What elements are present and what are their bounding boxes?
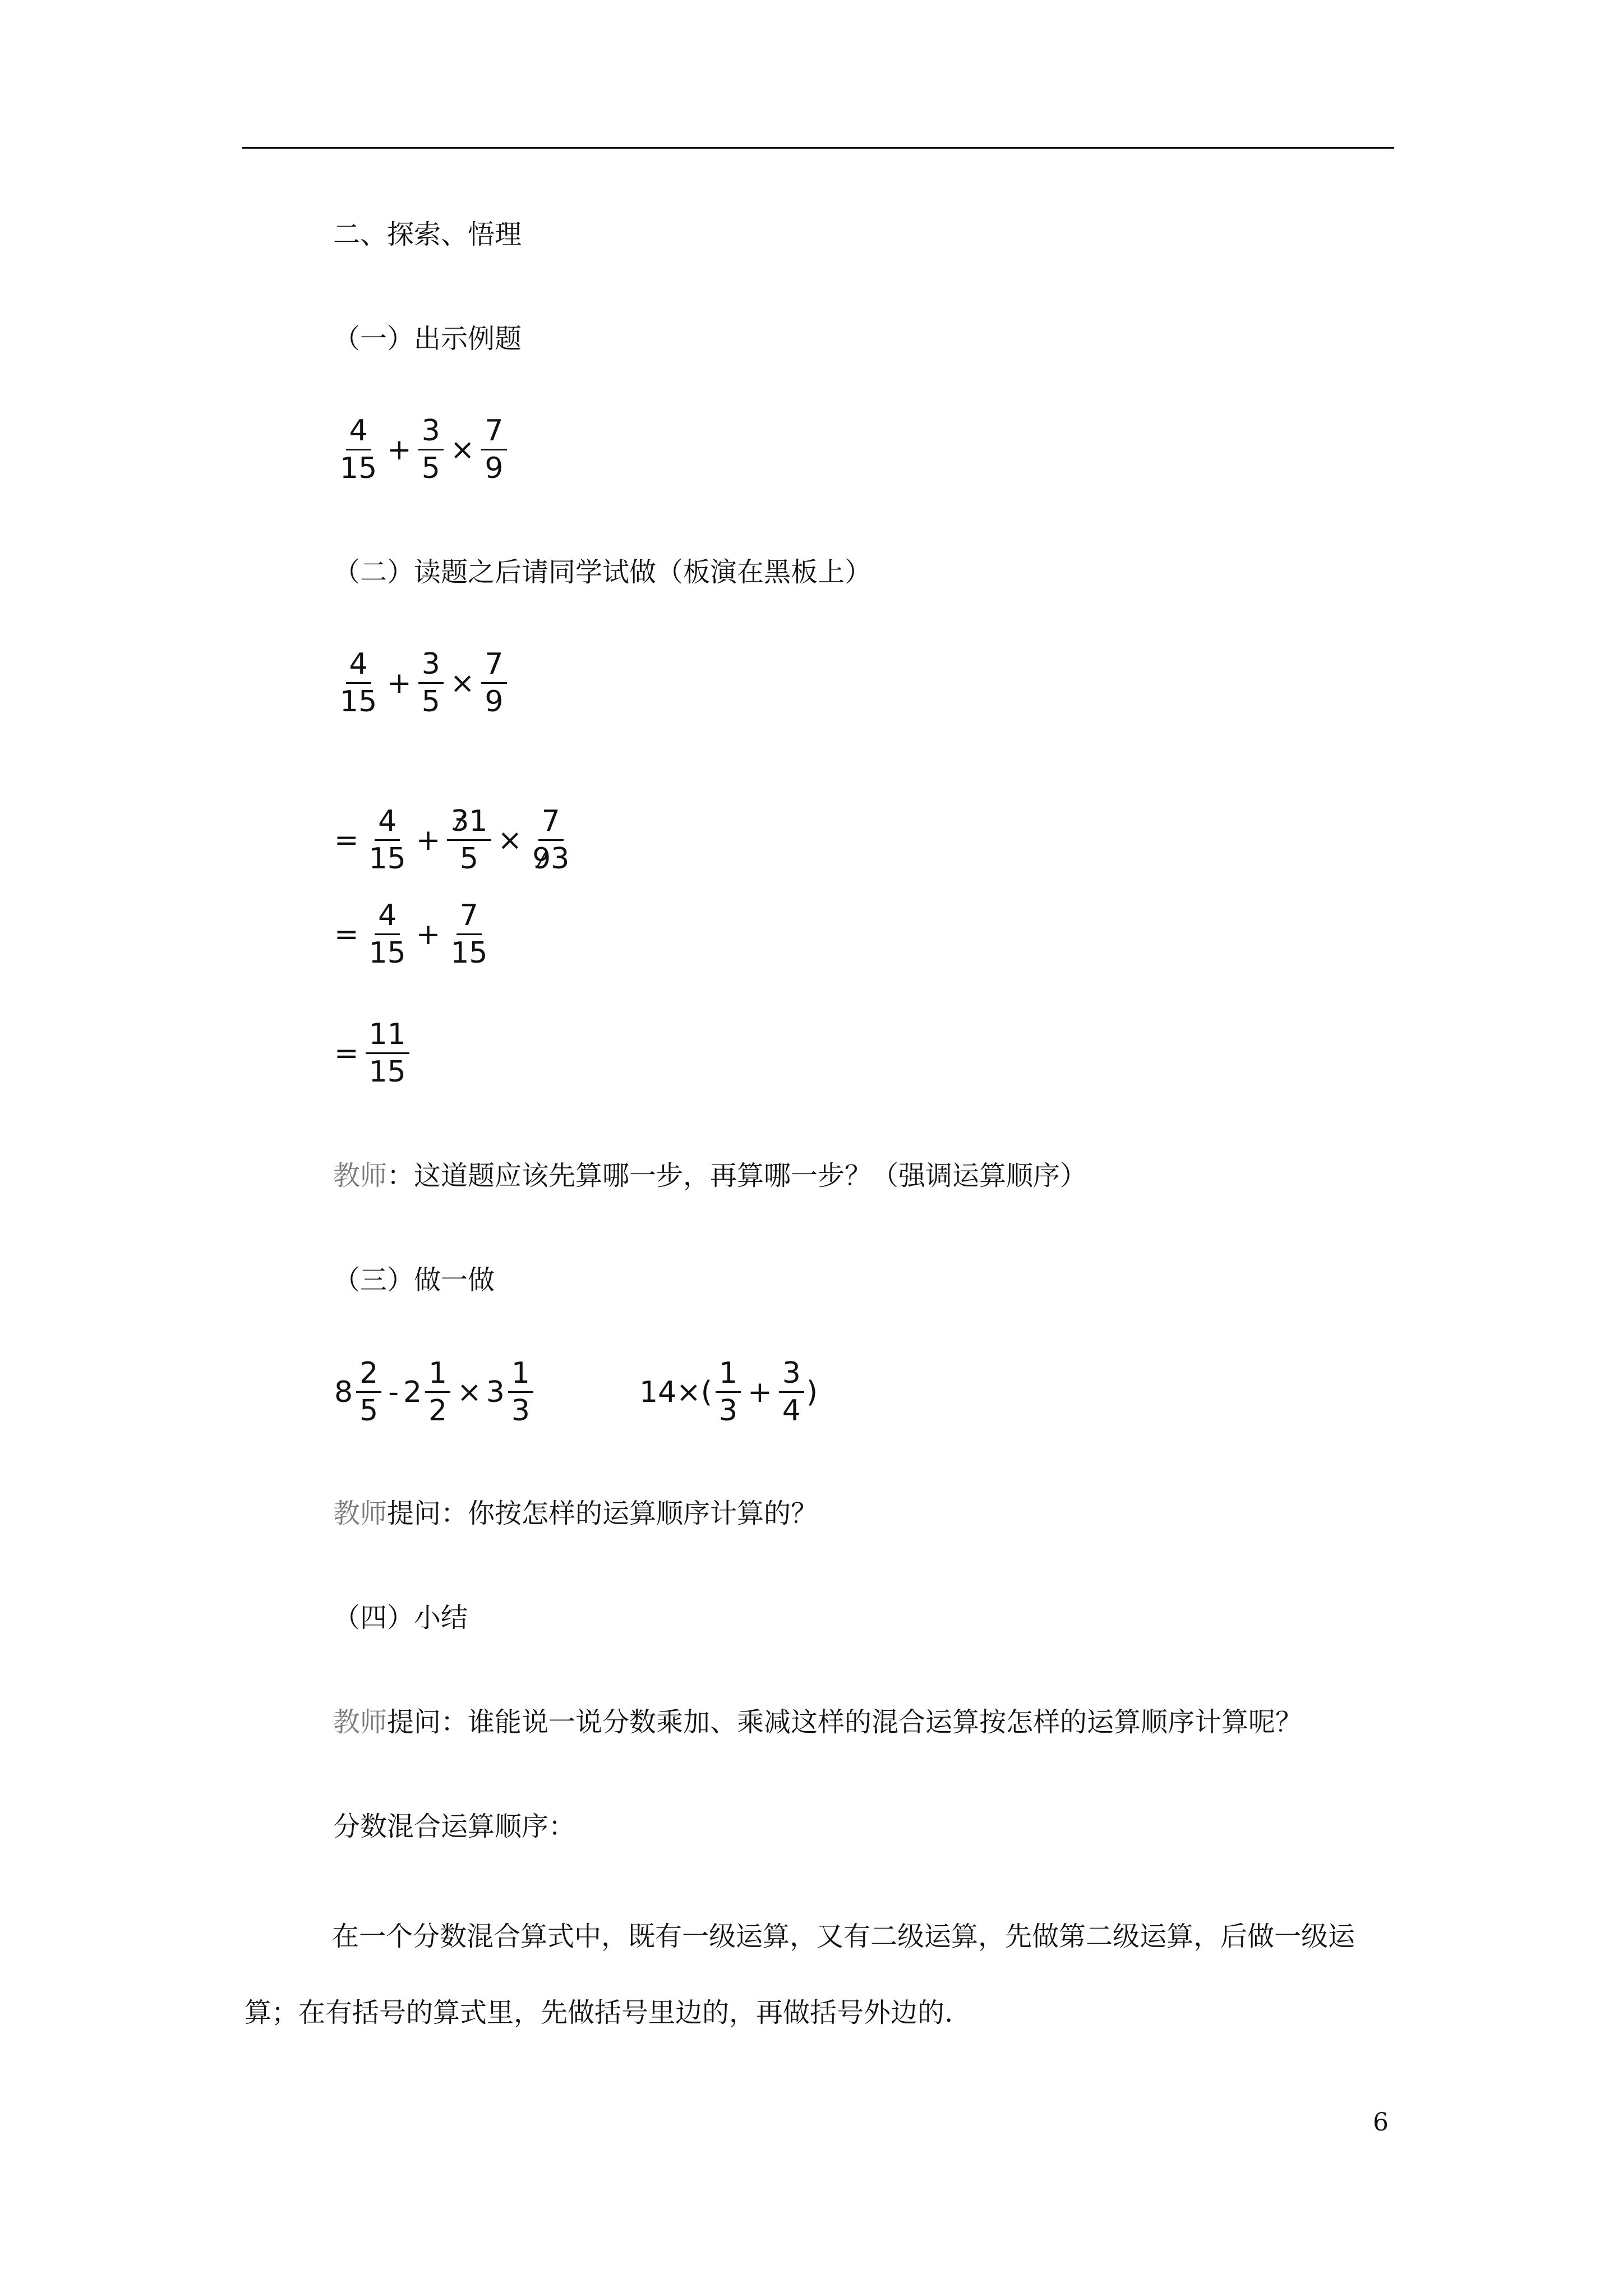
fraction-cancelled: $\frac{31}{5}$ bbox=[447, 803, 491, 877]
fraction: $\frac{3}{5}$ bbox=[418, 646, 444, 720]
fraction: $\frac{4}{15}$ bbox=[340, 414, 377, 485]
plus-sign: + bbox=[387, 666, 412, 700]
new-numerator: 1 bbox=[469, 804, 488, 838]
question-text: 提问：谁能说一说分数乘加、乘减这样的混合运算按怎样的运算顺序计算呢？ bbox=[387, 1706, 1303, 1738]
subheading-practice: （三）做一做 bbox=[333, 1264, 495, 1296]
plus-sign: + bbox=[416, 917, 441, 951]
fraction: $\frac{4}{15}$ bbox=[368, 899, 406, 970]
fraction: $\frac{11}{15}$ bbox=[366, 1016, 409, 1090]
solution-step-3 bbox=[334, 1016, 412, 1090]
times-sign: × bbox=[450, 432, 475, 467]
fraction: $\frac{4}{15}$ bbox=[340, 647, 377, 719]
whole-number: 2 bbox=[403, 1375, 422, 1409]
speaker-label: 教师 bbox=[333, 1706, 388, 1738]
fraction: $\frac{1}{2}$ bbox=[425, 1355, 450, 1429]
fraction: $\frac{7}{15}$ bbox=[450, 899, 488, 970]
plus-sign: + bbox=[416, 823, 441, 857]
page-number: 6 bbox=[1373, 2108, 1389, 2137]
teacher-question-1 bbox=[333, 1158, 1087, 1194]
practice-problem-1 bbox=[334, 1355, 536, 1429]
practice-problem-2 bbox=[639, 1355, 819, 1429]
close-paren: ) bbox=[806, 1375, 818, 1409]
times-sign: × bbox=[450, 666, 475, 700]
header-rule bbox=[242, 147, 1394, 149]
equals-sign: = bbox=[334, 1036, 359, 1070]
question-text: ：这道题应该先算哪一步，再算哪一步？（强调运算顺序） bbox=[387, 1160, 1087, 1191]
whole-number: 3 bbox=[486, 1375, 505, 1409]
solution-step-1 bbox=[334, 803, 575, 877]
fraction: $\frac{7}{9}$ bbox=[481, 646, 506, 720]
teacher-question-3 bbox=[333, 1704, 1302, 1740]
subheading-trial: （二）读题之后请同学试做（板演在黑板上） bbox=[333, 556, 872, 588]
solution-step-2 bbox=[334, 898, 494, 971]
fraction-cancelled: $\frac{7}{93}$ bbox=[532, 804, 570, 876]
section-title: 二、探索、悟理 bbox=[333, 219, 522, 250]
example-expression bbox=[334, 413, 509, 486]
subheading-summary: （四）小结 bbox=[333, 1602, 468, 1634]
fraction: $\frac{1}{3}$ bbox=[508, 1355, 533, 1429]
summary-title: 分数混合运算顺序： bbox=[333, 1811, 576, 1842]
plus-sign: + bbox=[387, 432, 412, 467]
equals-sign: = bbox=[334, 823, 359, 857]
new-denominator: 3 bbox=[551, 842, 570, 876]
subheading-example: （一）出示例题 bbox=[333, 323, 522, 355]
fraction: $\frac{1}{3}$ bbox=[716, 1355, 741, 1429]
teacher-question-2 bbox=[333, 1496, 818, 1531]
fraction: $\frac{3}{5}$ bbox=[418, 413, 444, 486]
fraction: $\frac{4}{15}$ bbox=[368, 804, 406, 876]
cancelled-denominator: 9 bbox=[532, 842, 551, 876]
speaker-label: 教师 bbox=[333, 1498, 388, 1529]
fraction: $\frac{7}{9}$ bbox=[481, 413, 506, 486]
speaker-label: 教师 bbox=[333, 1160, 388, 1191]
cancelled-numerator: 3 bbox=[450, 804, 469, 838]
whole-number: 8 bbox=[334, 1375, 353, 1409]
equals-sign: = bbox=[334, 917, 359, 951]
times-sign: × bbox=[497, 823, 523, 857]
fraction: $\frac{3}{4}$ bbox=[779, 1355, 804, 1429]
question-text: 提问：你按怎样的运算顺序计算的？ bbox=[387, 1498, 818, 1529]
summary-body: 在一个分数混合算式中，既有一级运算，又有二级运算，先做第二级运算，后做一级运算；在有括号的算式里，先做括号里边的，再做括号外边的. bbox=[245, 1921, 1355, 2028]
plus-sign: + bbox=[748, 1375, 772, 1409]
times-sign: × bbox=[457, 1375, 482, 1409]
fraction: $\frac{2}{5}$ bbox=[356, 1355, 381, 1429]
minus-sign: - bbox=[388, 1375, 399, 1409]
lead-term: 14×( bbox=[639, 1375, 713, 1409]
solution-step-0 bbox=[334, 646, 509, 720]
